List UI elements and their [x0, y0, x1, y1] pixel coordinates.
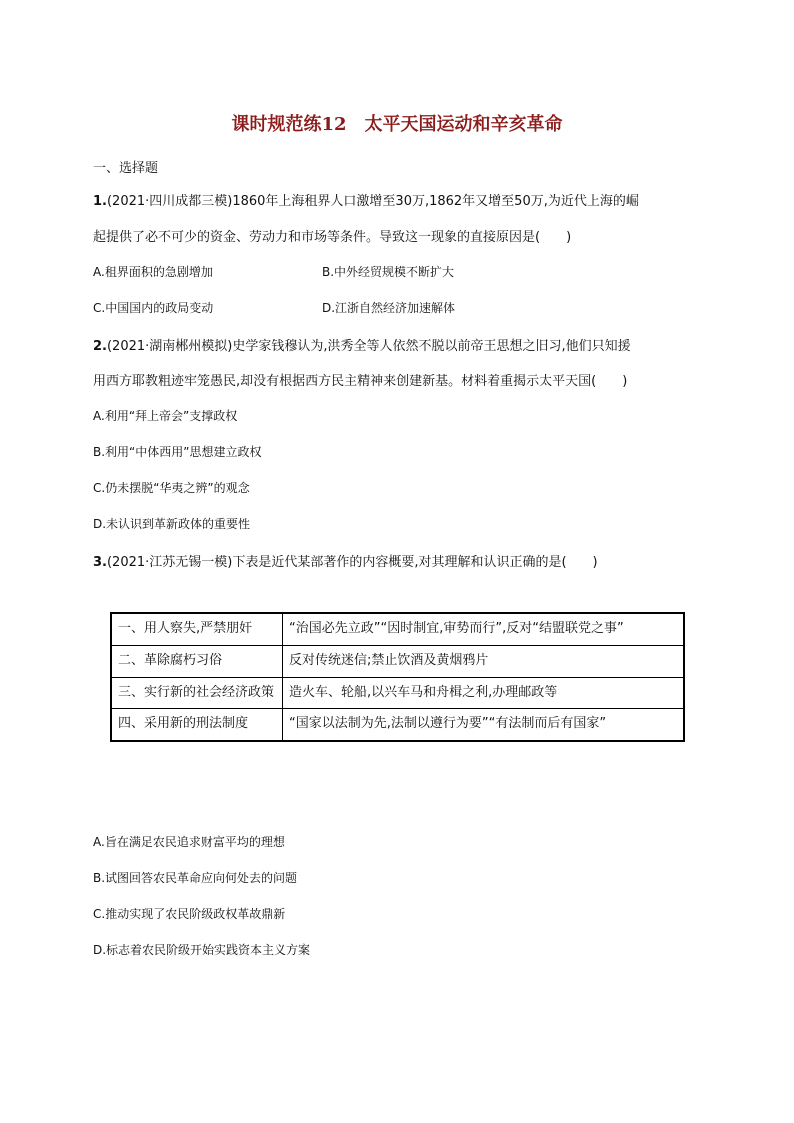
- question-3-line-1: [93, 551, 598, 570]
- table-cell: 四、采用新的刑法制度: [111, 709, 283, 741]
- question-2-number: 2.: [93, 339, 107, 354]
- question-1-line-2: 起提供了必不可少的资金、劳动力和市场等条件。导致这一现象的直接原因是( ): [93, 230, 572, 245]
- question-3-text-1: (2021·江苏无锡一模)下表是近代某部著作的内容概要,对其理解和认识正确的是( ): [106, 555, 598, 570]
- table-row: [111, 645, 684, 677]
- table-cell: “治国必先立政”“因时制宜,审势而行”,反对“结盟联党之事”: [283, 613, 685, 645]
- page-title: 课时规范练12 太平天国运动和辛亥革命: [231, 114, 563, 135]
- question-2-option-b[interactable]: B.利用“中体西用”思想建立政权: [93, 445, 262, 459]
- table-cell: 反对传统迷信;禁止饮酒及黄烟鸦片: [283, 645, 685, 677]
- question-1-line-1: [93, 190, 639, 209]
- question-3-option-d[interactable]: D.标志着农民阶级开始实践资本主义方案: [93, 943, 311, 957]
- table-row: [111, 677, 684, 709]
- question-1-number: 1.: [93, 194, 107, 209]
- question-2-line-2: 用西方耶教粗迹牢笼愚民,却没有根据西方民主精神来创建新基。材料着重揭示太平天国( ): [93, 374, 628, 389]
- question-1-option-b[interactable]: B.中外经贸规模不断扩大: [322, 265, 455, 279]
- content-summary-table: [110, 612, 685, 742]
- question-1-option-d[interactable]: D.江浙自然经济加速解体: [322, 301, 456, 315]
- question-3-number: 3.: [93, 555, 107, 570]
- question-1-text-1: (2021·四川成都三模)1860年上海租界人口激增至30万,1862年又增至50万,为近代上海的崛: [106, 194, 639, 209]
- question-3-option-c[interactable]: C.推动实现了农民阶级政权革故鼎新: [93, 907, 286, 921]
- question-1-option-a[interactable]: A.租界面积的急剧增加: [93, 265, 213, 279]
- question-2-option-a[interactable]: A.利用“拜上帝会”支撑政权: [93, 409, 238, 423]
- question-2-text-1: (2021·湖南郴州模拟)史学家钱穆认为,洪秀全等人依然不脱以前帝王思想之旧习,他们只知援: [106, 339, 631, 354]
- table-cell: 三、实行新的社会经济政策: [111, 677, 283, 709]
- table-row: [111, 613, 684, 645]
- section-heading: 一、选择题: [93, 161, 159, 176]
- question-2-line-1: [93, 335, 631, 354]
- table-cell: 二、革除腐朽习俗: [111, 645, 283, 677]
- question-3-option-b[interactable]: B.试图回答农民革命应向何处去的问题: [93, 871, 298, 885]
- table-cell: “国家以法制为先,法制以遵行为要”“有法制而后有国家”: [283, 709, 685, 741]
- question-2-option-c[interactable]: C.仍未摆脱“华夷之辨”的观念: [93, 481, 250, 495]
- table-cell: 一、用人察失,严禁朋奸: [111, 613, 283, 645]
- question-2-option-d[interactable]: D.未认识到革新政体的重要性: [93, 517, 251, 531]
- question-1-option-c[interactable]: C.中国国内的政局变动: [93, 301, 214, 315]
- question-3-option-a[interactable]: A.旨在满足农民追求财富平均的理想: [93, 835, 285, 849]
- table-row: [111, 709, 684, 741]
- table-cell: 造火车、轮船,以兴车马和舟楫之利,办理邮政等: [283, 677, 685, 709]
